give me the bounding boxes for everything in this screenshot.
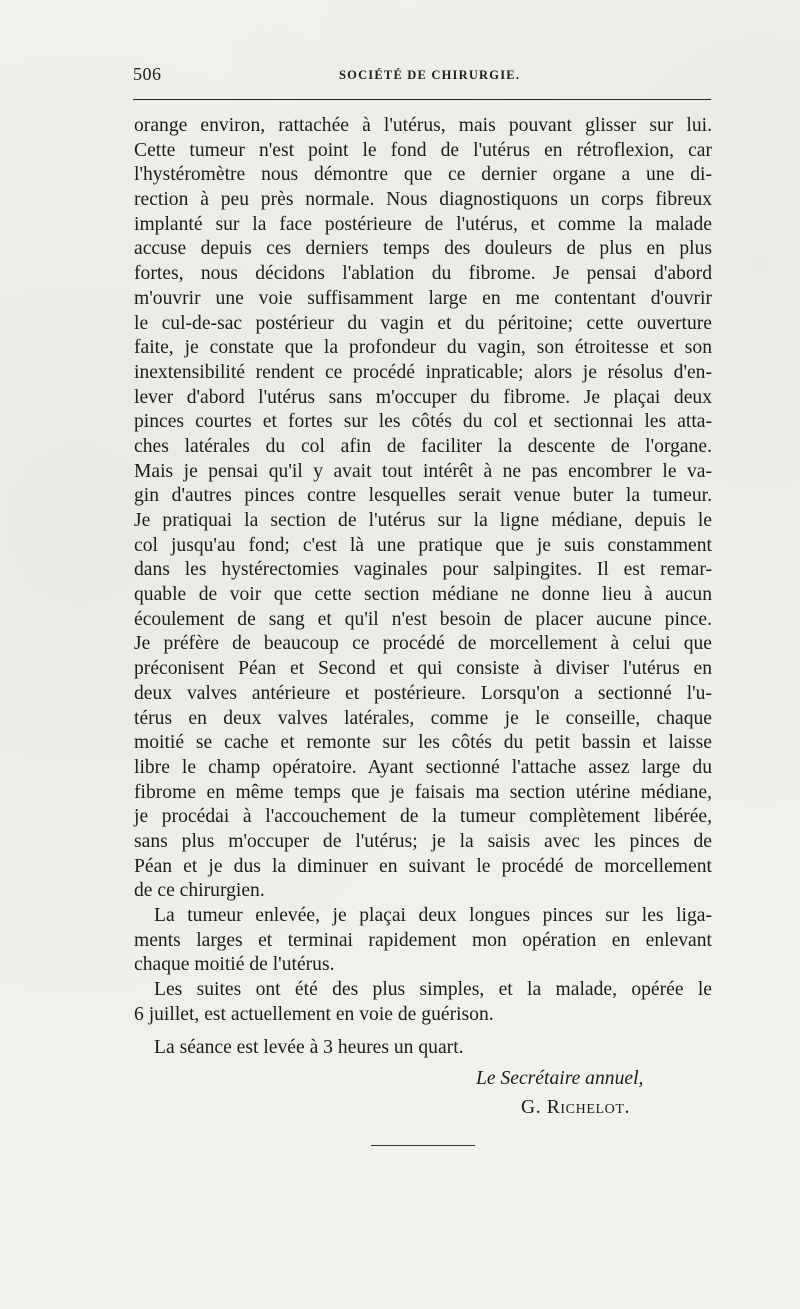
signature-name: G. Richelot.	[521, 1097, 630, 1118]
text-line: le cul-de-sac postérieur du vagin et du péritoine; cette ouverture	[134, 312, 712, 334]
text-line: Je préfère de beaucoup ce procédé de morcellement à celui que	[134, 633, 712, 655]
text-line: je procédai à l'accouchement de la tumeur complètement libérée,	[134, 806, 712, 828]
text-line: orange environ, rattachée à l'utérus, mais pouvant glisser sur lui.	[134, 115, 712, 136]
closing-line: La séance est levée à 3 heures un quart.	[154, 1037, 464, 1059]
end-rule	[371, 1145, 475, 1146]
text-line: ches latérales du col afin de faciliter la descente de l'organe.	[134, 435, 712, 457]
body-text	[134, 114, 712, 1061]
text-line: chaque moitié de l'utérus.	[134, 954, 335, 976]
text-line: écoulement de sang et qu'il n'est besoin de placer aucune pince.	[134, 608, 712, 630]
text-line: inextensibilité rendent ce procédé inpraticable; alors je résolus d'en-	[134, 361, 712, 383]
text-line: 6 juillet, est actuellement en voie de guérison.	[134, 1003, 494, 1025]
text-line: accuse depuis ces derniers temps des douleurs de plus en plus	[134, 238, 712, 260]
text-line: Mais je pensai qu'il y avait tout intérêt à ne pas encombrer le va-	[134, 460, 712, 482]
text-line: sans plus m'occuper de l'utérus; je la saisis avec les pinces de	[134, 830, 712, 852]
running-title: SOCIÉTÉ DE CHIRURGIE.	[339, 68, 521, 82]
text-line: m'ouvrir une voie suffisamment large en me contentant d'ouvrir	[134, 287, 712, 309]
page-number: 506	[133, 64, 162, 84]
text-line: ments larges et terminai rapidement mon opération en enlevant	[134, 929, 712, 951]
text-line: fibrome en même temps que je faisais ma section utérine médiane,	[134, 781, 712, 803]
text-line: fortes, nous décidons l'ablation du fibrome. Je pensai d'abord	[134, 263, 712, 285]
text-line: gin d'autres pinces contre lesquelles serait venue buter la tumeur.	[134, 485, 712, 507]
text-line: térus en deux valves latérales, comme je le conseille, chaque	[134, 707, 712, 729]
running-head	[133, 62, 711, 92]
text-line: rection à peu près normale. Nous diagnostiquons un corps fibreux	[134, 189, 712, 211]
text-line: Péan et je dus la diminuer en suivant le procédé de morcellement	[134, 855, 712, 877]
text-line: Je pratiquai la section de l'utérus sur la ligne médiane, depuis le	[134, 510, 712, 531]
text-line: Les suites ont été des plus simples, et la malade, opérée le	[154, 979, 712, 1001]
text-line: de ce chirurgien.	[134, 880, 265, 902]
text-line: deux valves antérieure et postérieure. Lorsqu'on a sectionné l'u-	[134, 682, 712, 704]
signature-role: Le Secrétaire annuel,	[476, 1068, 644, 1089]
text-line: préconisent Péan et Second et qui consiste à diviser l'utérus en	[134, 658, 712, 680]
text-line: implanté sur la face postérieure de l'utérus, et comme la malade	[134, 213, 712, 235]
text-line: col jusqu'au fond; c'est là une pratique que je suis constamment	[134, 534, 712, 556]
text-line: libre le champ opératoire. Ayant sectionné l'attache assez large du	[134, 756, 712, 778]
header-rule	[133, 99, 711, 100]
text-line: La tumeur enlevée, je plaçai deux longues pinces sur les liga-	[154, 905, 712, 926]
text-line: pinces courtes et fortes sur les côtés du col et sectionnai les atta-	[134, 411, 712, 433]
text-line: Cette tumeur n'est point le fond de l'utérus en rétroflexion, car	[134, 139, 712, 161]
text-line: faite, je constate que la profondeur du vagin, son étroitesse et son	[134, 337, 712, 359]
text-line: quable de voir que cette section médiane ne donne lieu à aucun	[134, 584, 712, 606]
text-line: l'hystéromètre nous démontre que ce dernier organe a une di-	[134, 164, 712, 186]
text-line: dans les hystérectomies vaginales pour salpingites. Il est remar-	[134, 559, 712, 581]
text-line: lever d'abord l'utérus sans m'occuper du fibrome. Je plaçai deux	[134, 386, 712, 408]
text-line: moitié se cache et remonte sur les côtés du petit bassin et laisse	[134, 732, 712, 754]
